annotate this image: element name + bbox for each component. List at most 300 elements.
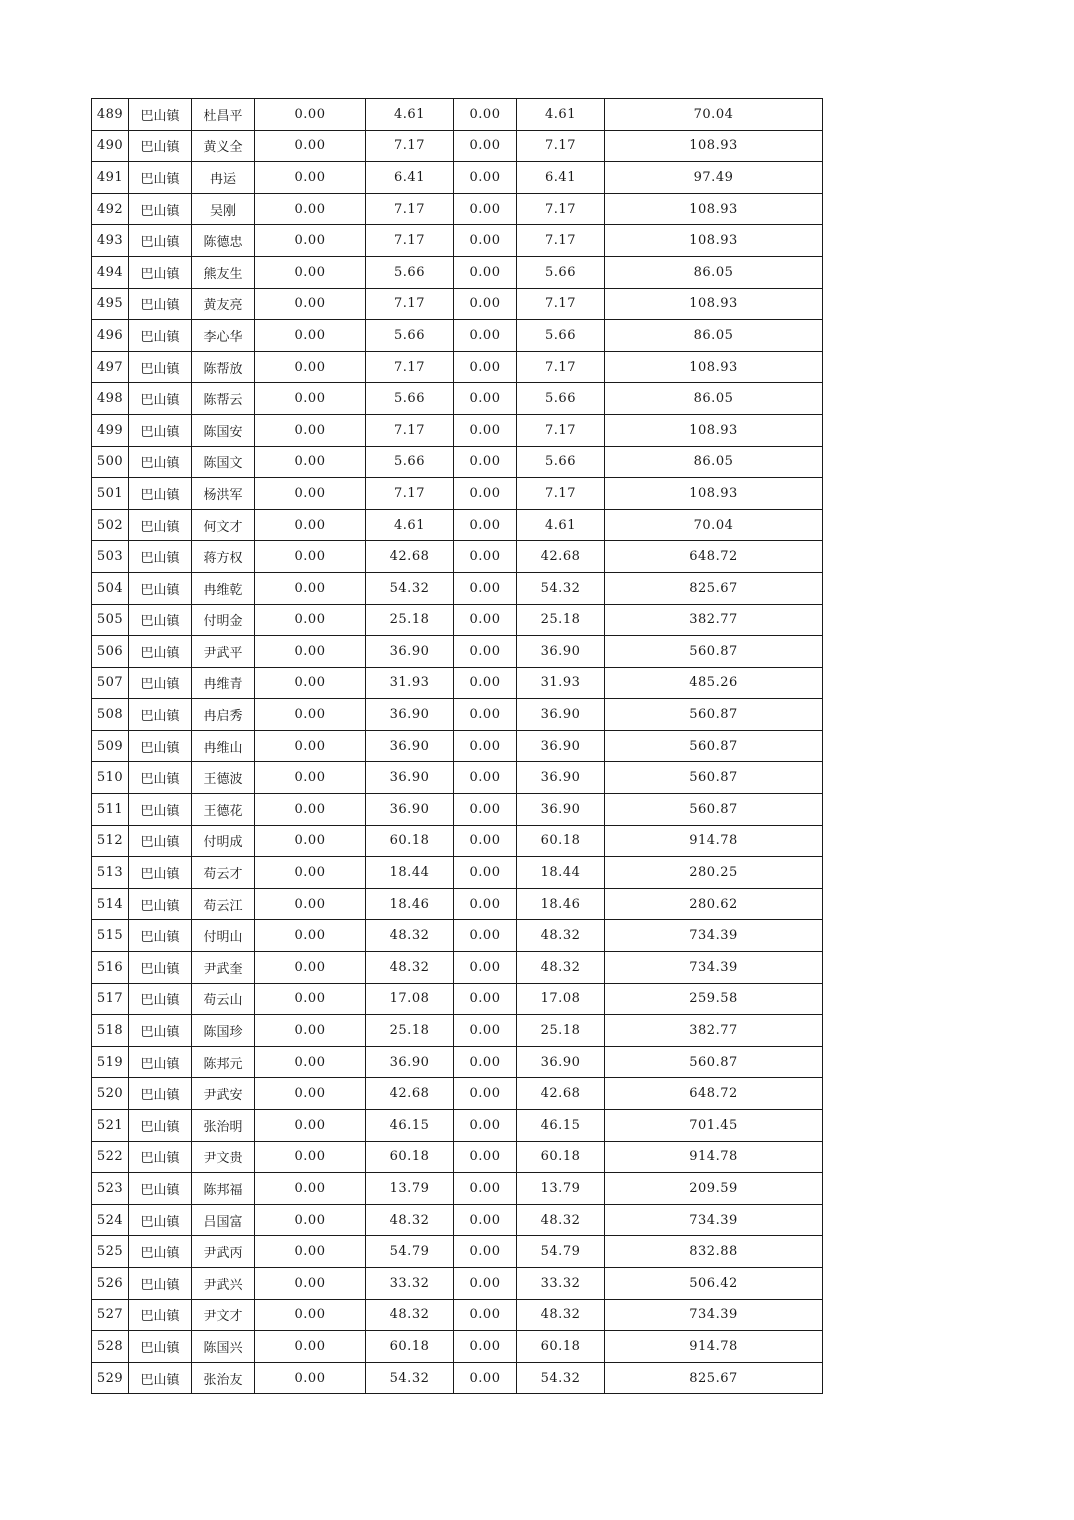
col8-cell: 108.93 [605, 193, 823, 225]
name-cell: 黄义全 [192, 130, 255, 162]
table-row [92, 1299, 823, 1331]
name-cell: 陈国安 [192, 414, 255, 446]
town-cell: 巴山镇 [129, 572, 192, 604]
row-number-cell: 503 [92, 541, 129, 573]
col8-cell: 734.39 [605, 920, 823, 952]
col6-cell: 0.00 [454, 1204, 517, 1236]
col6-cell: 0.00 [454, 1173, 517, 1205]
col6-cell: 0.00 [454, 383, 517, 415]
row-number-cell: 519 [92, 1046, 129, 1078]
col4-cell: 0.00 [255, 604, 366, 636]
col4-cell: 0.00 [255, 478, 366, 510]
col4-cell: 0.00 [255, 1110, 366, 1142]
name-cell: 黄友亮 [192, 288, 255, 320]
col8-cell: 209.59 [605, 1173, 823, 1205]
col7-cell: 13.79 [517, 1173, 605, 1205]
col6-cell: 0.00 [454, 825, 517, 857]
col7-cell: 25.18 [517, 1015, 605, 1047]
col5-cell: 60.18 [366, 1331, 454, 1363]
table-row [92, 1110, 823, 1142]
col8-cell: 108.93 [605, 130, 823, 162]
col6-cell: 0.00 [454, 320, 517, 352]
name-cell: 尹武丙 [192, 1236, 255, 1268]
table-row [92, 225, 823, 257]
col4-cell: 0.00 [255, 414, 366, 446]
col6-cell: 0.00 [454, 193, 517, 225]
col6-cell: 0.00 [454, 1046, 517, 1078]
name-cell: 冉运 [192, 162, 255, 194]
col4-cell: 0.00 [255, 699, 366, 731]
col8-cell: 70.04 [605, 99, 823, 131]
row-number-cell: 521 [92, 1110, 129, 1142]
col7-cell: 36.90 [517, 794, 605, 826]
col5-cell: 5.66 [366, 320, 454, 352]
row-number-cell: 492 [92, 193, 129, 225]
col8-cell: 701.45 [605, 1110, 823, 1142]
col6-cell: 0.00 [454, 351, 517, 383]
col4-cell: 0.00 [255, 572, 366, 604]
row-number-cell: 504 [92, 572, 129, 604]
col7-cell: 7.17 [517, 478, 605, 510]
table-row [92, 1267, 823, 1299]
col8-cell: 560.87 [605, 762, 823, 794]
table-row [92, 256, 823, 288]
col5-cell: 36.90 [366, 762, 454, 794]
col6-cell: 0.00 [454, 888, 517, 920]
col6-cell: 0.00 [454, 1078, 517, 1110]
col7-cell: 6.41 [517, 162, 605, 194]
col8-cell: 560.87 [605, 636, 823, 668]
row-number-cell: 523 [92, 1173, 129, 1205]
row-number-cell: 502 [92, 509, 129, 541]
col7-cell: 4.61 [517, 509, 605, 541]
col7-cell: 5.66 [517, 383, 605, 415]
row-number-cell: 512 [92, 825, 129, 857]
town-cell: 巴山镇 [129, 983, 192, 1015]
col6-cell: 0.00 [454, 1236, 517, 1268]
name-cell: 陈德忠 [192, 225, 255, 257]
col7-cell: 42.68 [517, 541, 605, 573]
name-cell: 陈国兴 [192, 1331, 255, 1363]
town-cell: 巴山镇 [129, 888, 192, 920]
name-cell: 冉维山 [192, 730, 255, 762]
town-cell: 巴山镇 [129, 1299, 192, 1331]
col4-cell: 0.00 [255, 351, 366, 383]
col6-cell: 0.00 [454, 920, 517, 952]
col8-cell: 648.72 [605, 541, 823, 573]
col6-cell: 0.00 [454, 667, 517, 699]
col7-cell: 46.15 [517, 1110, 605, 1142]
col6-cell: 0.00 [454, 794, 517, 826]
table-row [92, 730, 823, 762]
col8-cell: 382.77 [605, 604, 823, 636]
col7-cell: 36.90 [517, 762, 605, 794]
col6-cell: 0.00 [454, 730, 517, 762]
col4-cell: 0.00 [255, 130, 366, 162]
table-row [92, 509, 823, 541]
row-number-cell: 515 [92, 920, 129, 952]
col8-cell: 914.78 [605, 1331, 823, 1363]
col5-cell: 5.66 [366, 256, 454, 288]
col8-cell: 506.42 [605, 1267, 823, 1299]
col5-cell: 17.08 [366, 983, 454, 1015]
col5-cell: 5.66 [366, 446, 454, 478]
table-row [92, 1331, 823, 1363]
col7-cell: 31.93 [517, 667, 605, 699]
town-cell: 巴山镇 [129, 351, 192, 383]
table-row [92, 572, 823, 604]
col7-cell: 7.17 [517, 130, 605, 162]
row-number-cell: 505 [92, 604, 129, 636]
col6-cell: 0.00 [454, 1110, 517, 1142]
col7-cell: 60.18 [517, 825, 605, 857]
name-cell: 尹文才 [192, 1299, 255, 1331]
name-cell: 张治明 [192, 1110, 255, 1142]
row-number-cell: 499 [92, 414, 129, 446]
row-number-cell: 495 [92, 288, 129, 320]
name-cell: 苟云山 [192, 983, 255, 1015]
col6-cell: 0.00 [454, 636, 517, 668]
table-row [92, 1046, 823, 1078]
col4-cell: 0.00 [255, 99, 366, 131]
col6-cell: 0.00 [454, 99, 517, 131]
row-number-cell: 520 [92, 1078, 129, 1110]
col7-cell: 48.32 [517, 1204, 605, 1236]
col7-cell: 7.17 [517, 351, 605, 383]
col8-cell: 560.87 [605, 730, 823, 762]
name-cell: 陈邦福 [192, 1173, 255, 1205]
name-cell: 王德花 [192, 794, 255, 826]
name-cell: 蒋方权 [192, 541, 255, 573]
col5-cell: 7.17 [366, 225, 454, 257]
col5-cell: 7.17 [366, 288, 454, 320]
town-cell: 巴山镇 [129, 604, 192, 636]
name-cell: 付明山 [192, 920, 255, 952]
table-row [92, 636, 823, 668]
col4-cell: 0.00 [255, 920, 366, 952]
table-row [92, 1173, 823, 1205]
table-row [92, 351, 823, 383]
town-cell: 巴山镇 [129, 857, 192, 889]
col7-cell: 7.17 [517, 288, 605, 320]
table-row [92, 920, 823, 952]
col8-cell: 914.78 [605, 825, 823, 857]
col8-cell: 825.67 [605, 572, 823, 604]
col4-cell: 0.00 [255, 509, 366, 541]
col8-cell: 382.77 [605, 1015, 823, 1047]
table-row [92, 604, 823, 636]
name-cell: 尹武兴 [192, 1267, 255, 1299]
row-number-cell: 511 [92, 794, 129, 826]
col7-cell: 54.32 [517, 1362, 605, 1394]
table-row [92, 1015, 823, 1047]
col6-cell: 0.00 [454, 162, 517, 194]
town-cell: 巴山镇 [129, 699, 192, 731]
col5-cell: 54.32 [366, 572, 454, 604]
town-cell: 巴山镇 [129, 667, 192, 699]
col6-cell: 0.00 [454, 130, 517, 162]
row-number-cell: 496 [92, 320, 129, 352]
col4-cell: 0.00 [255, 162, 366, 194]
col8-cell: 280.62 [605, 888, 823, 920]
col5-cell: 54.32 [366, 1362, 454, 1394]
col4-cell: 0.00 [255, 636, 366, 668]
col8-cell: 832.88 [605, 1236, 823, 1268]
col6-cell: 0.00 [454, 604, 517, 636]
row-number-cell: 524 [92, 1204, 129, 1236]
row-number-cell: 513 [92, 857, 129, 889]
col6-cell: 0.00 [454, 983, 517, 1015]
col4-cell: 0.00 [255, 667, 366, 699]
name-cell: 尹武奎 [192, 952, 255, 984]
col4-cell: 0.00 [255, 888, 366, 920]
col5-cell: 48.32 [366, 920, 454, 952]
col5-cell: 31.93 [366, 667, 454, 699]
col4-cell: 0.00 [255, 857, 366, 889]
col6-cell: 0.00 [454, 1362, 517, 1394]
town-cell: 巴山镇 [129, 762, 192, 794]
col8-cell: 108.93 [605, 288, 823, 320]
table-row [92, 162, 823, 194]
col8-cell: 108.93 [605, 225, 823, 257]
name-cell: 冉启秀 [192, 699, 255, 731]
table-row [92, 541, 823, 573]
town-cell: 巴山镇 [129, 1046, 192, 1078]
name-cell: 冉维乾 [192, 572, 255, 604]
col8-cell: 108.93 [605, 414, 823, 446]
col5-cell: 36.90 [366, 794, 454, 826]
table-row [92, 667, 823, 699]
col6-cell: 0.00 [454, 509, 517, 541]
town-cell: 巴山镇 [129, 1173, 192, 1205]
town-cell: 巴山镇 [129, 478, 192, 510]
name-cell: 陈帮云 [192, 383, 255, 415]
table-row [92, 1078, 823, 1110]
col4-cell: 0.00 [255, 1267, 366, 1299]
row-number-cell: 514 [92, 888, 129, 920]
col5-cell: 7.17 [366, 351, 454, 383]
town-cell: 巴山镇 [129, 288, 192, 320]
col4-cell: 0.00 [255, 446, 366, 478]
row-number-cell: 510 [92, 762, 129, 794]
table-row [92, 99, 823, 131]
table-row [92, 1236, 823, 1268]
col5-cell: 48.32 [366, 1204, 454, 1236]
row-number-cell: 518 [92, 1015, 129, 1047]
name-cell: 李心华 [192, 320, 255, 352]
col6-cell: 0.00 [454, 572, 517, 604]
col5-cell: 4.61 [366, 509, 454, 541]
col4-cell: 0.00 [255, 541, 366, 573]
town-cell: 巴山镇 [129, 383, 192, 415]
col6-cell: 0.00 [454, 288, 517, 320]
town-cell: 巴山镇 [129, 225, 192, 257]
row-number-cell: 516 [92, 952, 129, 984]
name-cell: 尹武安 [192, 1078, 255, 1110]
col8-cell: 86.05 [605, 320, 823, 352]
col6-cell: 0.00 [454, 478, 517, 510]
col4-cell: 0.00 [255, 1141, 366, 1173]
col7-cell: 48.32 [517, 920, 605, 952]
town-cell: 巴山镇 [129, 541, 192, 573]
col7-cell: 7.17 [517, 193, 605, 225]
row-number-cell: 491 [92, 162, 129, 194]
col5-cell: 25.18 [366, 604, 454, 636]
col6-cell: 0.00 [454, 952, 517, 984]
col5-cell: 60.18 [366, 825, 454, 857]
name-cell: 熊友生 [192, 256, 255, 288]
col7-cell: 17.08 [517, 983, 605, 1015]
col8-cell: 97.49 [605, 162, 823, 194]
col7-cell: 48.32 [517, 1299, 605, 1331]
col6-cell: 0.00 [454, 857, 517, 889]
row-number-cell: 490 [92, 130, 129, 162]
col7-cell: 54.32 [517, 572, 605, 604]
col7-cell: 5.66 [517, 256, 605, 288]
table-row [92, 414, 823, 446]
col8-cell: 86.05 [605, 383, 823, 415]
data-table [91, 98, 823, 1394]
col4-cell: 0.00 [255, 952, 366, 984]
col6-cell: 0.00 [454, 1331, 517, 1363]
town-cell: 巴山镇 [129, 446, 192, 478]
name-cell: 陈帮放 [192, 351, 255, 383]
col5-cell: 48.32 [366, 952, 454, 984]
table-row [92, 1204, 823, 1236]
row-number-cell: 498 [92, 383, 129, 415]
col5-cell: 54.79 [366, 1236, 454, 1268]
col8-cell: 70.04 [605, 509, 823, 541]
name-cell: 尹武平 [192, 636, 255, 668]
col4-cell: 0.00 [255, 1331, 366, 1363]
col5-cell: 7.17 [366, 193, 454, 225]
col6-cell: 0.00 [454, 1015, 517, 1047]
col4-cell: 0.00 [255, 320, 366, 352]
row-number-cell: 529 [92, 1362, 129, 1394]
col5-cell: 36.90 [366, 699, 454, 731]
col4-cell: 0.00 [255, 193, 366, 225]
col4-cell: 0.00 [255, 825, 366, 857]
town-cell: 巴山镇 [129, 730, 192, 762]
col8-cell: 914.78 [605, 1141, 823, 1173]
col8-cell: 485.26 [605, 667, 823, 699]
col6-cell: 0.00 [454, 1141, 517, 1173]
col5-cell: 13.79 [366, 1173, 454, 1205]
town-cell: 巴山镇 [129, 920, 192, 952]
name-cell: 杜昌平 [192, 99, 255, 131]
name-cell: 杨洪军 [192, 478, 255, 510]
col7-cell: 54.79 [517, 1236, 605, 1268]
town-cell: 巴山镇 [129, 414, 192, 446]
table-row [92, 1362, 823, 1394]
town-cell: 巴山镇 [129, 1078, 192, 1110]
name-cell: 陈邦元 [192, 1046, 255, 1078]
row-number-cell: 508 [92, 699, 129, 731]
col5-cell: 7.17 [366, 130, 454, 162]
col6-cell: 0.00 [454, 699, 517, 731]
row-number-cell: 509 [92, 730, 129, 762]
col4-cell: 0.00 [255, 762, 366, 794]
table-row [92, 320, 823, 352]
row-number-cell: 528 [92, 1331, 129, 1363]
table-row [92, 446, 823, 478]
col5-cell: 42.68 [366, 1078, 454, 1110]
table-row [92, 1141, 823, 1173]
town-cell: 巴山镇 [129, 636, 192, 668]
col4-cell: 0.00 [255, 983, 366, 1015]
table-row [92, 193, 823, 225]
town-cell: 巴山镇 [129, 1267, 192, 1299]
table-row [92, 857, 823, 889]
col8-cell: 560.87 [605, 794, 823, 826]
town-cell: 巴山镇 [129, 320, 192, 352]
town-cell: 巴山镇 [129, 1362, 192, 1394]
col5-cell: 42.68 [366, 541, 454, 573]
col4-cell: 0.00 [255, 1046, 366, 1078]
row-number-cell: 489 [92, 99, 129, 131]
table-row [92, 478, 823, 510]
col7-cell: 36.90 [517, 699, 605, 731]
col7-cell: 60.18 [517, 1141, 605, 1173]
col5-cell: 7.17 [366, 478, 454, 510]
col7-cell: 7.17 [517, 414, 605, 446]
col5-cell: 33.32 [366, 1267, 454, 1299]
col5-cell: 6.41 [366, 162, 454, 194]
col7-cell: 36.90 [517, 730, 605, 762]
col8-cell: 280.25 [605, 857, 823, 889]
name-cell: 苟云江 [192, 888, 255, 920]
name-cell: 张治友 [192, 1362, 255, 1394]
col6-cell: 0.00 [454, 1267, 517, 1299]
town-cell: 巴山镇 [129, 1015, 192, 1047]
row-number-cell: 500 [92, 446, 129, 478]
col5-cell: 48.32 [366, 1299, 454, 1331]
col7-cell: 36.90 [517, 1046, 605, 1078]
col8-cell: 560.87 [605, 1046, 823, 1078]
town-cell: 巴山镇 [129, 1204, 192, 1236]
col4-cell: 0.00 [255, 1362, 366, 1394]
town-cell: 巴山镇 [129, 952, 192, 984]
col8-cell: 734.39 [605, 952, 823, 984]
name-cell: 冉维青 [192, 667, 255, 699]
col4-cell: 0.00 [255, 225, 366, 257]
col4-cell: 0.00 [255, 1204, 366, 1236]
town-cell: 巴山镇 [129, 1141, 192, 1173]
col5-cell: 46.15 [366, 1110, 454, 1142]
town-cell: 巴山镇 [129, 162, 192, 194]
col5-cell: 36.90 [366, 636, 454, 668]
table-row [92, 130, 823, 162]
col7-cell: 18.44 [517, 857, 605, 889]
table-body [92, 99, 823, 1394]
row-number-cell: 525 [92, 1236, 129, 1268]
town-cell: 巴山镇 [129, 99, 192, 131]
col5-cell: 18.44 [366, 857, 454, 889]
col4-cell: 0.00 [255, 730, 366, 762]
name-cell: 付明成 [192, 825, 255, 857]
col4-cell: 0.00 [255, 1015, 366, 1047]
col7-cell: 36.90 [517, 636, 605, 668]
town-cell: 巴山镇 [129, 193, 192, 225]
col5-cell: 60.18 [366, 1141, 454, 1173]
table-row [92, 952, 823, 984]
col4-cell: 0.00 [255, 256, 366, 288]
table-row [92, 288, 823, 320]
col8-cell: 734.39 [605, 1204, 823, 1236]
col5-cell: 25.18 [366, 1015, 454, 1047]
col4-cell: 0.00 [255, 1299, 366, 1331]
col7-cell: 7.17 [517, 225, 605, 257]
